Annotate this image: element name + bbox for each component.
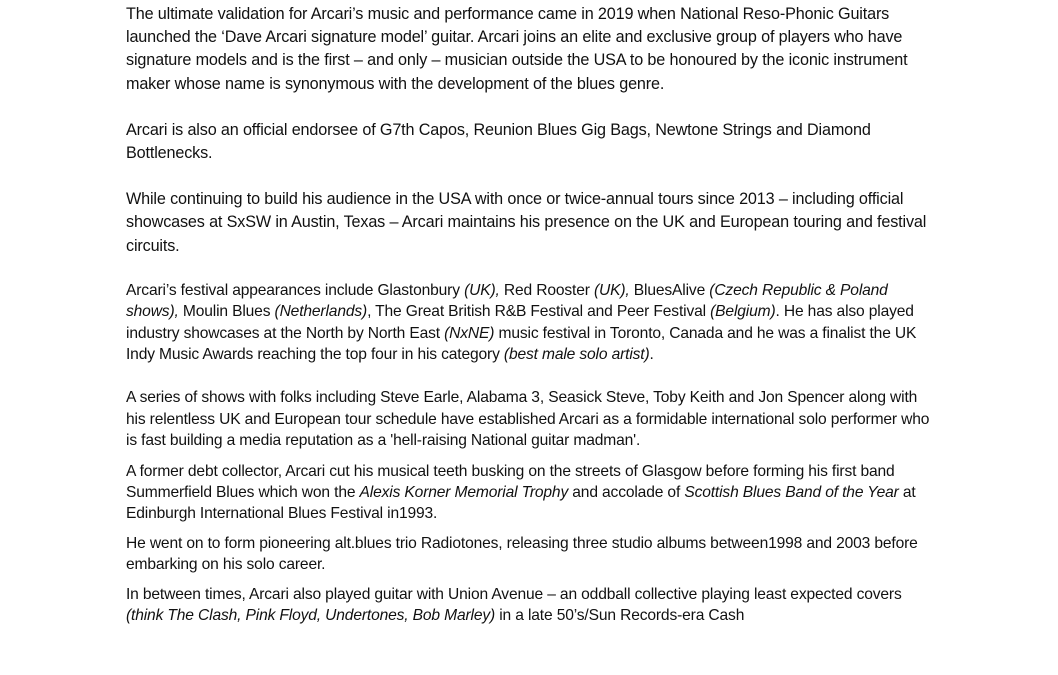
paragraph-union-avenue: In between times, Arcari also played guitar with Union Avenue – an oddball collective playing least expected covers (think The Clash, Pink Floyd, Undertones, Bob Marley) in a late 50’s/Sun Records-era Cash	[126, 585, 902, 625]
paragraph-festivals: Arcari’s festival appearances include Glastonbury (UK), Red Rooster (UK), BluesAlive (Czech Republic & Poland shows), Moulin Blues (Netherlands), The Great British R&B Festival and Peer Festival (Belgium). He has also played industry showcases at the North by North East (NxNE) music festival in Toronto, Canada and he was a finalist the UK Indy Music Awards reaching the top four in his category (best male solo artist).	[126, 281, 917, 364]
body-text-column	[126, 3, 938, 627]
paragraph-radiotones: He went on to form pioneering alt.blues trio Radiotones, releasing three studio albums between1998 and 2003 before embarking on his solo career.	[126, 534, 918, 574]
paragraph-endorsements: Arcari is also an official endorsee of G7th Capos, Reunion Blues Gig Bags, Newtone Strings and Diamond Bottlenecks.	[126, 120, 871, 163]
paragraph-shows-with: A series of shows with folks including Steve Earle, Alabama 3, Seasick Steve, Toby Keith and Jon Spencer along with his relentless UK and European tour schedule have established Arcari as a formidable international solo performer who is fast building a media reputation as a 'hell-raising National guitar madman'.	[126, 389, 930, 450]
paragraph-debt-collector: A former debt collector, Arcari cut his musical teeth busking on the streets of Glasgow before forming his first band Summerfield Blues which won the Alexis Korner Memorial Trophy and accolade of Scottish Blues Band of the Year at Edinburgh International Blues Festival in1993.	[126, 462, 916, 523]
paragraph-usa-touring: While continuing to build his audience in the USA with once or twice-annual tours since 2013 – including official showcases at SxSW in Austin, Texas – Arcari maintains his presence on the UK and European touring and festival circuits.	[126, 190, 927, 255]
paragraph-national-guitar: The ultimate validation for Arcari’s music and performance came in 2019 when National Reso-Phonic Guitars launched the ‘Dave Arcari signature model’ guitar. Arcari joins an elite and exclusive group of players who have signature models and is the first – and only – musician outside the USA to be honoured by the iconic instrument maker whose name is synonymous with the development of the blues genre.	[126, 5, 908, 93]
